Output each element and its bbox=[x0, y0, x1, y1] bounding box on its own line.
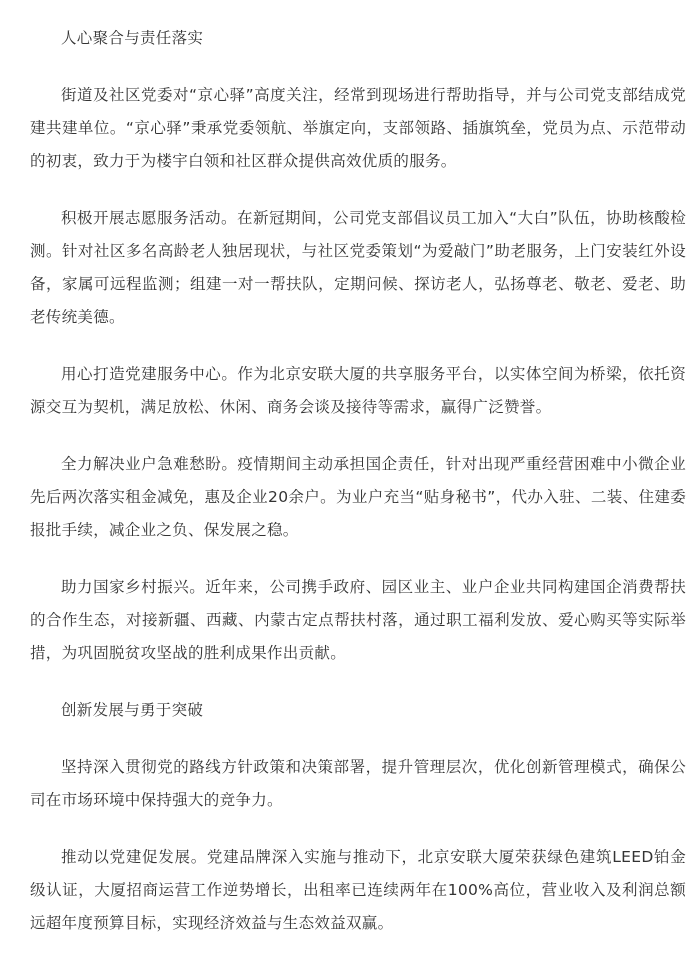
paragraph-tenant-support: 全力解决业户急难愁盼。疫情期间主动承担国企责任，针对出现严重经营困难中小微企业先后两次落实租金减免，惠及企业20余户。为业户充当“贴身秘书”，代办入驻、二装、住建委报批手续，减企业之负、保发展之稳。 bbox=[30, 455, 686, 539]
paragraph-service-center: 用心打造党建服务中心。作为北京安联大厦的共享服务平台，以实体空间为桥梁，依托资源交互为契机，满足放松、休闲、商务会谈及接待等需求，赢得广泛赞誉。 bbox=[30, 365, 686, 416]
paragraph-party-building-development: 推动以党建促发展。党建品牌深入实施与推动下，北京安联大厦荣获绿色建筑LEED铂金级认证，大厦招商运营工作逆势增长，出租率已连续两年在100%高位，营业收入及利润总额远超年度预算目标，实现经济效益与生态效益双赢。 bbox=[30, 848, 686, 932]
paragraph-rural-revitalization: 助力国家乡村振兴。近年来，公司携手政府、园区业主、业户企业共同构建国企消费帮扶的合作生态，对接新疆、西藏、内蒙古定点帮扶村落，通过职工福利发放、爱心购买等实际举措，为巩固脱贫攻坚战的胜利成果作出贡献。 bbox=[30, 578, 686, 662]
section-heading-unity-responsibility: 人心聚合与责任落实 bbox=[61, 29, 204, 47]
paragraph-volunteer-service: 积极开展志愿服务活动。在新冠期间，公司党支部倡议员工加入“大白”队伍，协助核酸检测。针对社区多名高龄老人独居现状，与社区党委策划“为爱敲门”助老服务，上门安装红外设备，家属可远程监测；组建一对一帮扶队，定期问候、探访老人，弘扬尊老、敬老、爱老、助老传统美德。 bbox=[30, 209, 686, 326]
paragraph-policy-implementation: 坚持深入贯彻党的路线方针政策和决策部署，提升管理层次，优化创新管理模式，确保公司在市场环境中保持强大的竞争力。 bbox=[30, 758, 686, 809]
paragraph-community-cooperation: 街道及社区党委对“京心驿”高度关注，经常到现场进行帮助指导，并与公司党支部结成党建共建单位。“京心驿”秉承党委领航、举旗定向，支部领路、插旗筑垒，党员为点、示范带动的初衷，致力于为楼宇白领和社区群众提供高效优质的服务。 bbox=[30, 86, 686, 170]
section-heading-innovation: 创新发展与勇于突破 bbox=[61, 701, 204, 719]
